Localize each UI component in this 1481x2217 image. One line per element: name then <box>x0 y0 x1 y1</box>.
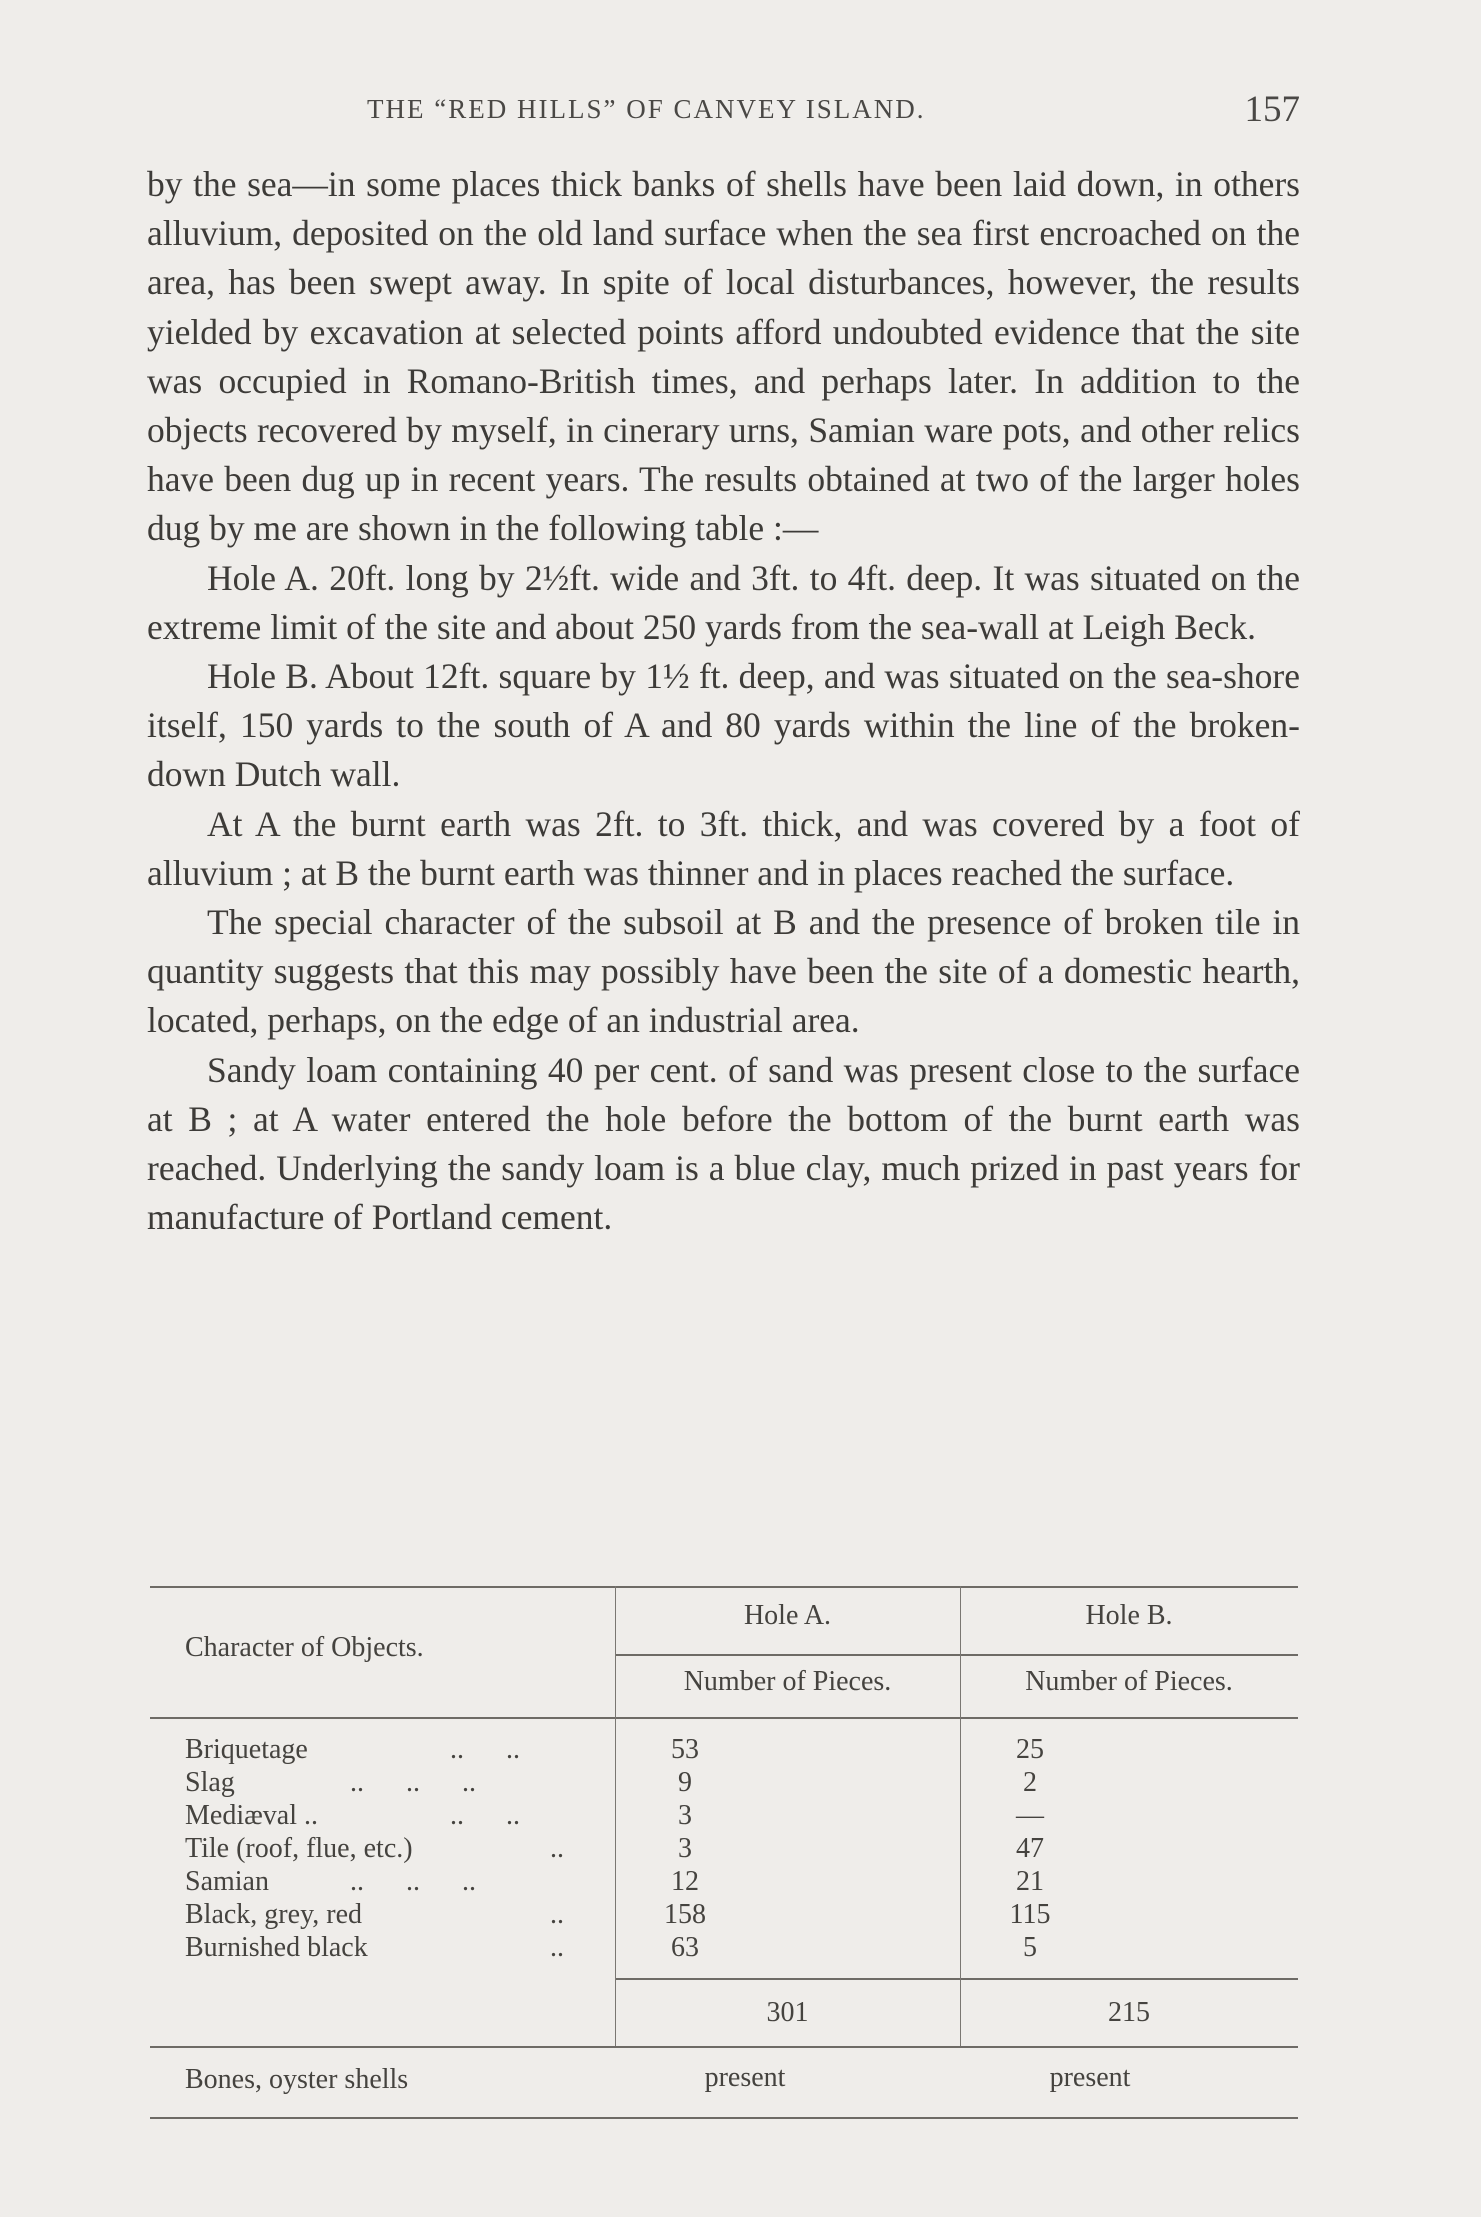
row-name: Tile (roof, flue, etc.) <box>185 1833 413 1864</box>
subheader-hole-a: Number of Pieces. <box>683 1666 892 1697</box>
value-hole-b: 2 <box>1023 1767 1037 1798</box>
table-row <box>150 1734 1298 1767</box>
header-character: Character of Objects. <box>185 1632 424 1663</box>
leader-dots: .. .. <box>450 1734 520 1765</box>
row-name: Mediæval .. <box>185 1800 318 1831</box>
value-hole-b: 21 <box>1016 1866 1044 1897</box>
table-row <box>150 1767 1298 1800</box>
paragraph-sandy-loam: Sandy loam containing 40 per cent. of sand was present close to the surface at B ; at A water entered the hole before the bottom of the burnt earth was reached. Underlying the sandy loam is a blue clay, much prized in past years for manufacture of Portland cement. <box>147 1049 1300 1238</box>
paragraph-hole-a: Hole A. 20ft. long by 2½ft. wide and 3ft. to 4ft. deep. It was situated on the extreme limit of the site and about 250 yards from the sea-wall at Leigh Beck. <box>147 557 1300 647</box>
running-head <box>147 89 1310 134</box>
paragraph-hole-b: Hole B. About 12ft. square by 1½ ft. deep, and was situated on the sea-shore itself, 150 yards to the south of A and 80 yards within the line of the broken-down Dutch wall. <box>147 656 1300 795</box>
paragraph-intro: by the sea—in some places thick banks of shells have been laid down, in others alluvium, deposited on the old land surface when the sea first encroached on the area, has been swept away. In spite of local disturbances, however, the results yielded by excavation at selected points afford undoubted evidence that the site was occupied in Romano-British times, and perhaps later. In addition to the objects recovered by myself, in cinerary urns, Samian ware pots, and other relics have been dug up in recent years. The results obtained at two of the larger holes dug by me are shown in the following table :— <box>147 164 1300 549</box>
value-hole-a: 53 <box>671 1734 699 1765</box>
total-hole-a: 301 <box>766 1997 809 2028</box>
value-hole-b: 5 <box>1023 1932 1037 1963</box>
running-title: THE “RED HILLS” OF CANVEY ISLAND. <box>367 94 926 124</box>
table-row <box>150 1932 1298 1965</box>
leader-dots: .. .. <box>450 1800 520 1831</box>
value-hole-a: 158 <box>664 1899 706 1930</box>
leader-dots: .. <box>550 1932 564 1963</box>
table-header-rule <box>150 1717 1298 1719</box>
header-hole-b: Hole B. <box>1085 1600 1173 1631</box>
leader-dots: .. .. .. <box>350 1866 476 1897</box>
leader-dots: .. <box>550 1899 564 1930</box>
table-top-rule <box>150 1586 1298 1588</box>
value-hole-a: 3 <box>678 1833 692 1864</box>
footer-row-name: Bones, oyster shells <box>185 2064 409 2095</box>
value-hole-a: 9 <box>678 1767 692 1798</box>
table-bottom-rule <box>150 2117 1298 2119</box>
row-name: Black, grey, red <box>185 1899 362 1930</box>
value-hole-a: 3 <box>678 1800 692 1831</box>
row-name: Samian <box>185 1866 269 1897</box>
value-hole-b: — <box>1016 1800 1044 1831</box>
total-hole-b: 215 <box>1108 1997 1150 2028</box>
row-name: Briquetage <box>185 1734 308 1765</box>
table-row <box>150 1899 1298 1932</box>
table-sum-rule <box>615 1978 1298 1980</box>
row-name: Slag <box>185 1767 235 1798</box>
leader-dots: .. <box>550 1833 564 1864</box>
value-hole-b: 25 <box>1016 1734 1044 1765</box>
footer-hole-b: present <box>1049 2062 1131 2093</box>
row-name: Burnished black <box>185 1932 368 1963</box>
value-hole-b: 47 <box>1016 1833 1044 1864</box>
table-subheader-rule <box>615 1654 1298 1656</box>
leader-dots: .. .. .. <box>350 1767 476 1798</box>
body-text <box>147 160 1300 1242</box>
table-row <box>150 1800 1298 1833</box>
page-number: 157 <box>1244 89 1300 130</box>
paragraph-burnt-earth: At A the burnt earth was 2ft. to 3ft. thick, and was covered by a foot of alluvium ; at B the burnt earth was thinner and in places reached the surface. <box>147 803 1300 893</box>
value-hole-b: 115 <box>1009 1899 1051 1930</box>
header-hole-a: Hole A. <box>743 1600 832 1631</box>
value-hole-a: 12 <box>671 1866 699 1897</box>
paragraph-subsoil: The special character of the subsoil at B and the presence of broken tile in quantity suggests that this may possibly have been the site of a domestic hearth, located, perhaps, on the edge of an industrial area. <box>147 902 1300 1041</box>
table-row <box>150 1866 1298 1899</box>
footer-hole-a: present <box>704 2062 786 2093</box>
value-hole-a: 63 <box>671 1932 699 1963</box>
subheader-hole-b: Number of Pieces. <box>1025 1666 1233 1697</box>
table-totals-rule <box>150 2046 1298 2048</box>
table-row <box>150 1833 1298 1866</box>
